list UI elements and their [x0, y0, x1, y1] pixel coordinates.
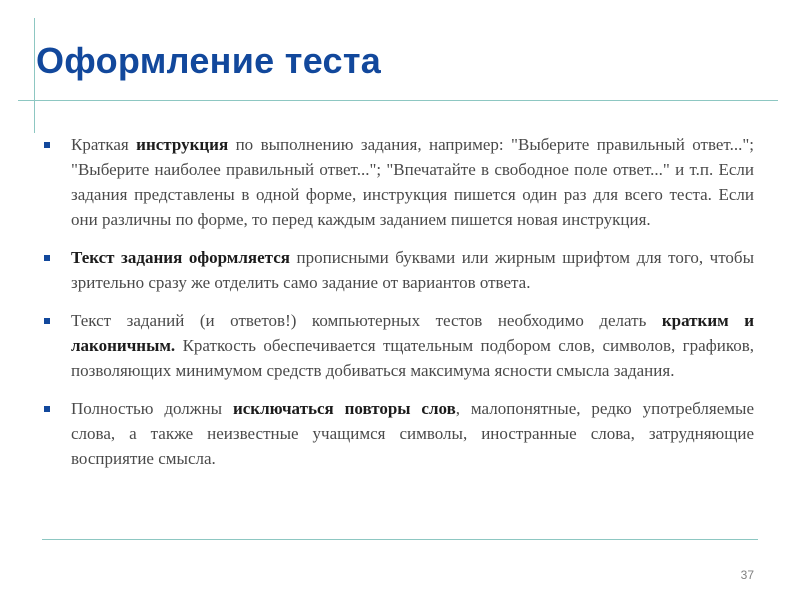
title-divider — [18, 100, 778, 101]
bullet-text: Краткая — [71, 135, 137, 154]
bullet-item-repetition — [44, 396, 754, 471]
bullet-bold-text: исключаться повторы слов — [232, 399, 456, 418]
page-number: 37 — [740, 568, 754, 582]
bullet-text: , малопонятные, редко употребляемые слова, а также неизвестные учащимся символы, иностранные слова, затрудняющие восприятие смысла. — [71, 399, 754, 468]
square-bullet-icon — [44, 142, 50, 148]
accent-vertical-line — [34, 18, 35, 133]
footer-divider — [42, 539, 758, 540]
bullet-text: Текст заданий (и ответов!) компьютерных тестов необходимо делать — [71, 311, 662, 330]
bullet-text: Полностью должны — [71, 399, 233, 418]
square-bullet-icon — [44, 318, 50, 324]
bullet-item-task-text — [44, 245, 754, 295]
bullet-bold-text: Текст задания оформляется — [71, 248, 290, 267]
bullet-bold-text: кратким и лаконичным. — [71, 311, 755, 355]
bullet-text: прописными буквами или жирным шрифтом для того, чтобы зрительно сразу же отделить само задание от вариантов ответа. — [71, 248, 754, 292]
slide-title: Оформление теста — [36, 40, 382, 81]
bullet-bold-text: инструкция — [136, 135, 229, 154]
bullet-item-instruction — [44, 132, 754, 232]
bullet-text: по выполнению задания, например: "Выберите правильный ответ..."; "Выберите наиболее правильный ответ..."; "Впечатайте в свободное поле ответ..." и т.п. Если задания представлены в одной форме, инструкция пишется один раз для всего теста. Если они различны по форме, то перед каждым заданием пишется новая инструкция. — [71, 135, 754, 229]
bullet-text: Краткость обеспечивается тщательным подбором слов, символов, графиков, позволяющих минимумом средств добиваться максимума ясности смысла задания. — [71, 336, 754, 380]
bullet-item-brevity — [44, 308, 754, 383]
bullet-list — [44, 132, 754, 484]
square-bullet-icon — [44, 406, 50, 412]
square-bullet-icon — [44, 255, 50, 261]
